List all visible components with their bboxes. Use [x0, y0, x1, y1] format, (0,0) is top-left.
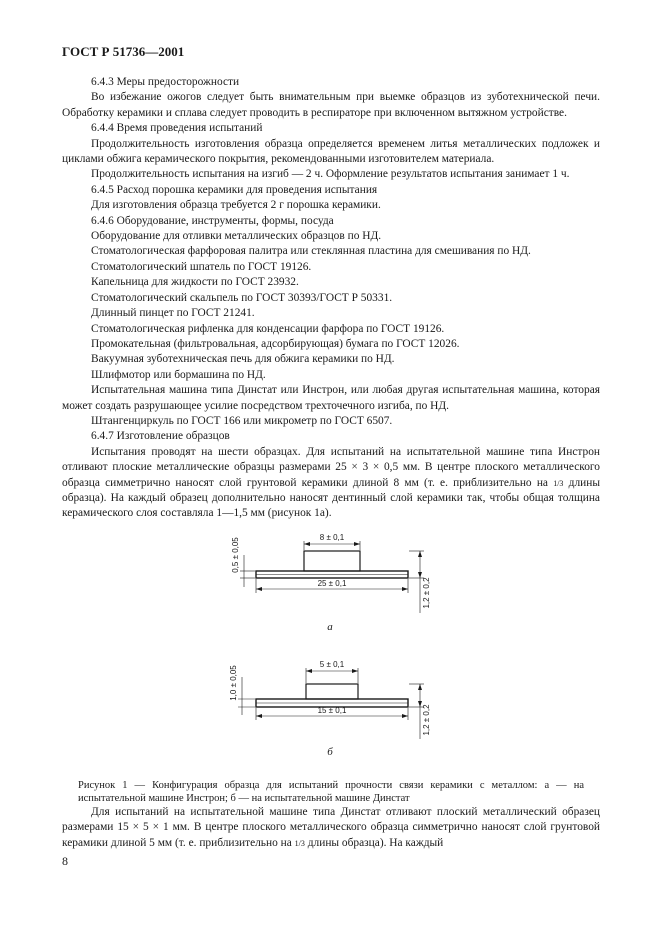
dim-top-a: 8 ± 0,1	[319, 532, 345, 542]
paragraph-duration-2: Продолжительность испытания на изгиб — 2 ч. Оформление результатов испытания занимает 1 ч.	[91, 168, 570, 181]
dinstat-text-b: длины образца). На каждый	[307, 836, 444, 849]
specimen-prep-text-a: Испытания проводят на шести образцах. Для испытаний на испытательной машине типа Инстрон отливают плоские металлические образцы размерами 25 × 3 × 0,5 мм. В центре плоского металлического образца симметрично наносят слой грунтовой керамики длиной 8 мм (т. е. приблизительно на	[62, 445, 600, 489]
heading-6-4-6: 6.4.6 Оборудование, инструменты, формы, посуда	[91, 214, 334, 227]
paragraph-duration-1: Продолжительность изготовления образца определяется временем литья металлических подложек и циклами обжига керамического покрытия, рекомендованными изготовителем материала.	[62, 137, 600, 166]
dim-bottom-b: 15 ± 0,1	[317, 705, 347, 715]
figure-1	[62, 527, 600, 779]
equipment-item: Оборудование для отливки металлических образцов по НД.	[91, 230, 382, 243]
paragraph-powder: Для изготовления образца требуется 2 г порошка керамики.	[91, 199, 381, 212]
specimen-prep-text-b: длины образца). На каждый образец дополнительно наносят дентинный слой керамики так, чтобы общая толщина керамического слоя составляла 1—1,5 мм (рисунок 1а).	[62, 476, 600, 520]
figure-caption: Рисунок 1 — Конфигурация образца для испытаний прочности связи керамики с металлом: а — на испытательной машине Инстрон; б — на испытательной машине Динстат	[78, 779, 584, 804]
fraction-one-third: 1/3	[553, 478, 564, 488]
drawing-a	[231, 533, 431, 633]
dim-bottom-a: 25 ± 0,1	[317, 578, 347, 588]
equipment-item: Шлифмотор или бормашина по НД.	[91, 368, 266, 381]
page-header: ГОСТ Р 51736—2001	[62, 44, 185, 59]
ceramic-layer-a	[304, 551, 360, 571]
ceramic-layer-b	[306, 684, 358, 699]
equipment-item: Стоматологическая рифленка для конденсации фарфора по ГОСТ 19126.	[91, 322, 445, 335]
heading-6-4-7: 6.4.7 Изготовление образцов	[91, 430, 230, 443]
heading-6-4-3: 6.4.3 Меры предосторожности	[91, 76, 240, 88]
equipment-item: Стоматологическая фарфоровая палитра или стеклянная пластина для смешивания по НД.	[91, 245, 531, 258]
document-body	[62, 75, 600, 851]
drawing-b	[229, 660, 431, 758]
equipment-item: Испытательная машина типа Динстат или Инстрон, или любая другая испытательная машина, которая может создать разрушающее усилие посредством трехточечного изгиба, по НД.	[62, 384, 600, 412]
drawing-a-label: а	[327, 620, 333, 633]
dim-top-b: 5 ± 0,1	[319, 659, 345, 669]
dinstat-text-a: Для испытаний на испытательной машине типа Динстат отливают плоский металлический образец размерами 15 × 5 × 1 мм. В центре плоского металлического образца симметрично наносят слой грунтовой керамики длиной 5 мм (т. е. приблизительно на	[62, 805, 600, 849]
paragraph-precautions: Во избежание ожогов следует быть внимательным при выемке образцов из зуботехнической печи. Обработку керамики и сплава следует проводить в респираторе при включенном вытяжном устройстве.	[62, 91, 600, 119]
heading-6-4-5: 6.4.5 Расход порошка керамики для проведения испытания	[91, 183, 378, 196]
paragraph-specimen-prep	[62, 445, 600, 522]
page-number: 8	[62, 854, 68, 868]
fraction-one-third: 1/3	[294, 838, 305, 848]
paragraph-dinstat	[62, 805, 600, 851]
dim-left-b: 1,0 ± 0,05	[229, 665, 238, 701]
equipment-item: Штангенциркуль по ГОСТ 166 или микрометр по ГОСТ 6507.	[91, 414, 393, 427]
heading-6-4-4: 6.4.4 Время проведения испытаний	[91, 122, 263, 135]
drawing-b-label: б	[327, 745, 333, 758]
equipment-item: Промокательная (фильтровальная, адсорбирующая) бумага по ГОСТ 12026.	[91, 337, 460, 350]
equipment-item: Вакуумная зуботехническая печь для обжига керамики по НД.	[91, 353, 395, 366]
dim-right-a: 1,2 ± 0,2	[422, 577, 431, 609]
equipment-item: Капельница для жидкости по ГОСТ 23932.	[91, 276, 299, 289]
dim-right-b: 1,2 ± 0,2	[422, 704, 431, 736]
equipment-item: Стоматологический шпатель по ГОСТ 19126.	[91, 260, 312, 273]
equipment-item: Длинный пинцет по ГОСТ 21241.	[91, 307, 255, 320]
equipment-item: Стоматологический скальпель по ГОСТ 30393/ГОСТ Р 50331.	[91, 291, 393, 304]
dim-left-a: 0,5 ± 0,05	[231, 537, 240, 573]
specimen-drawings	[62, 527, 600, 779]
